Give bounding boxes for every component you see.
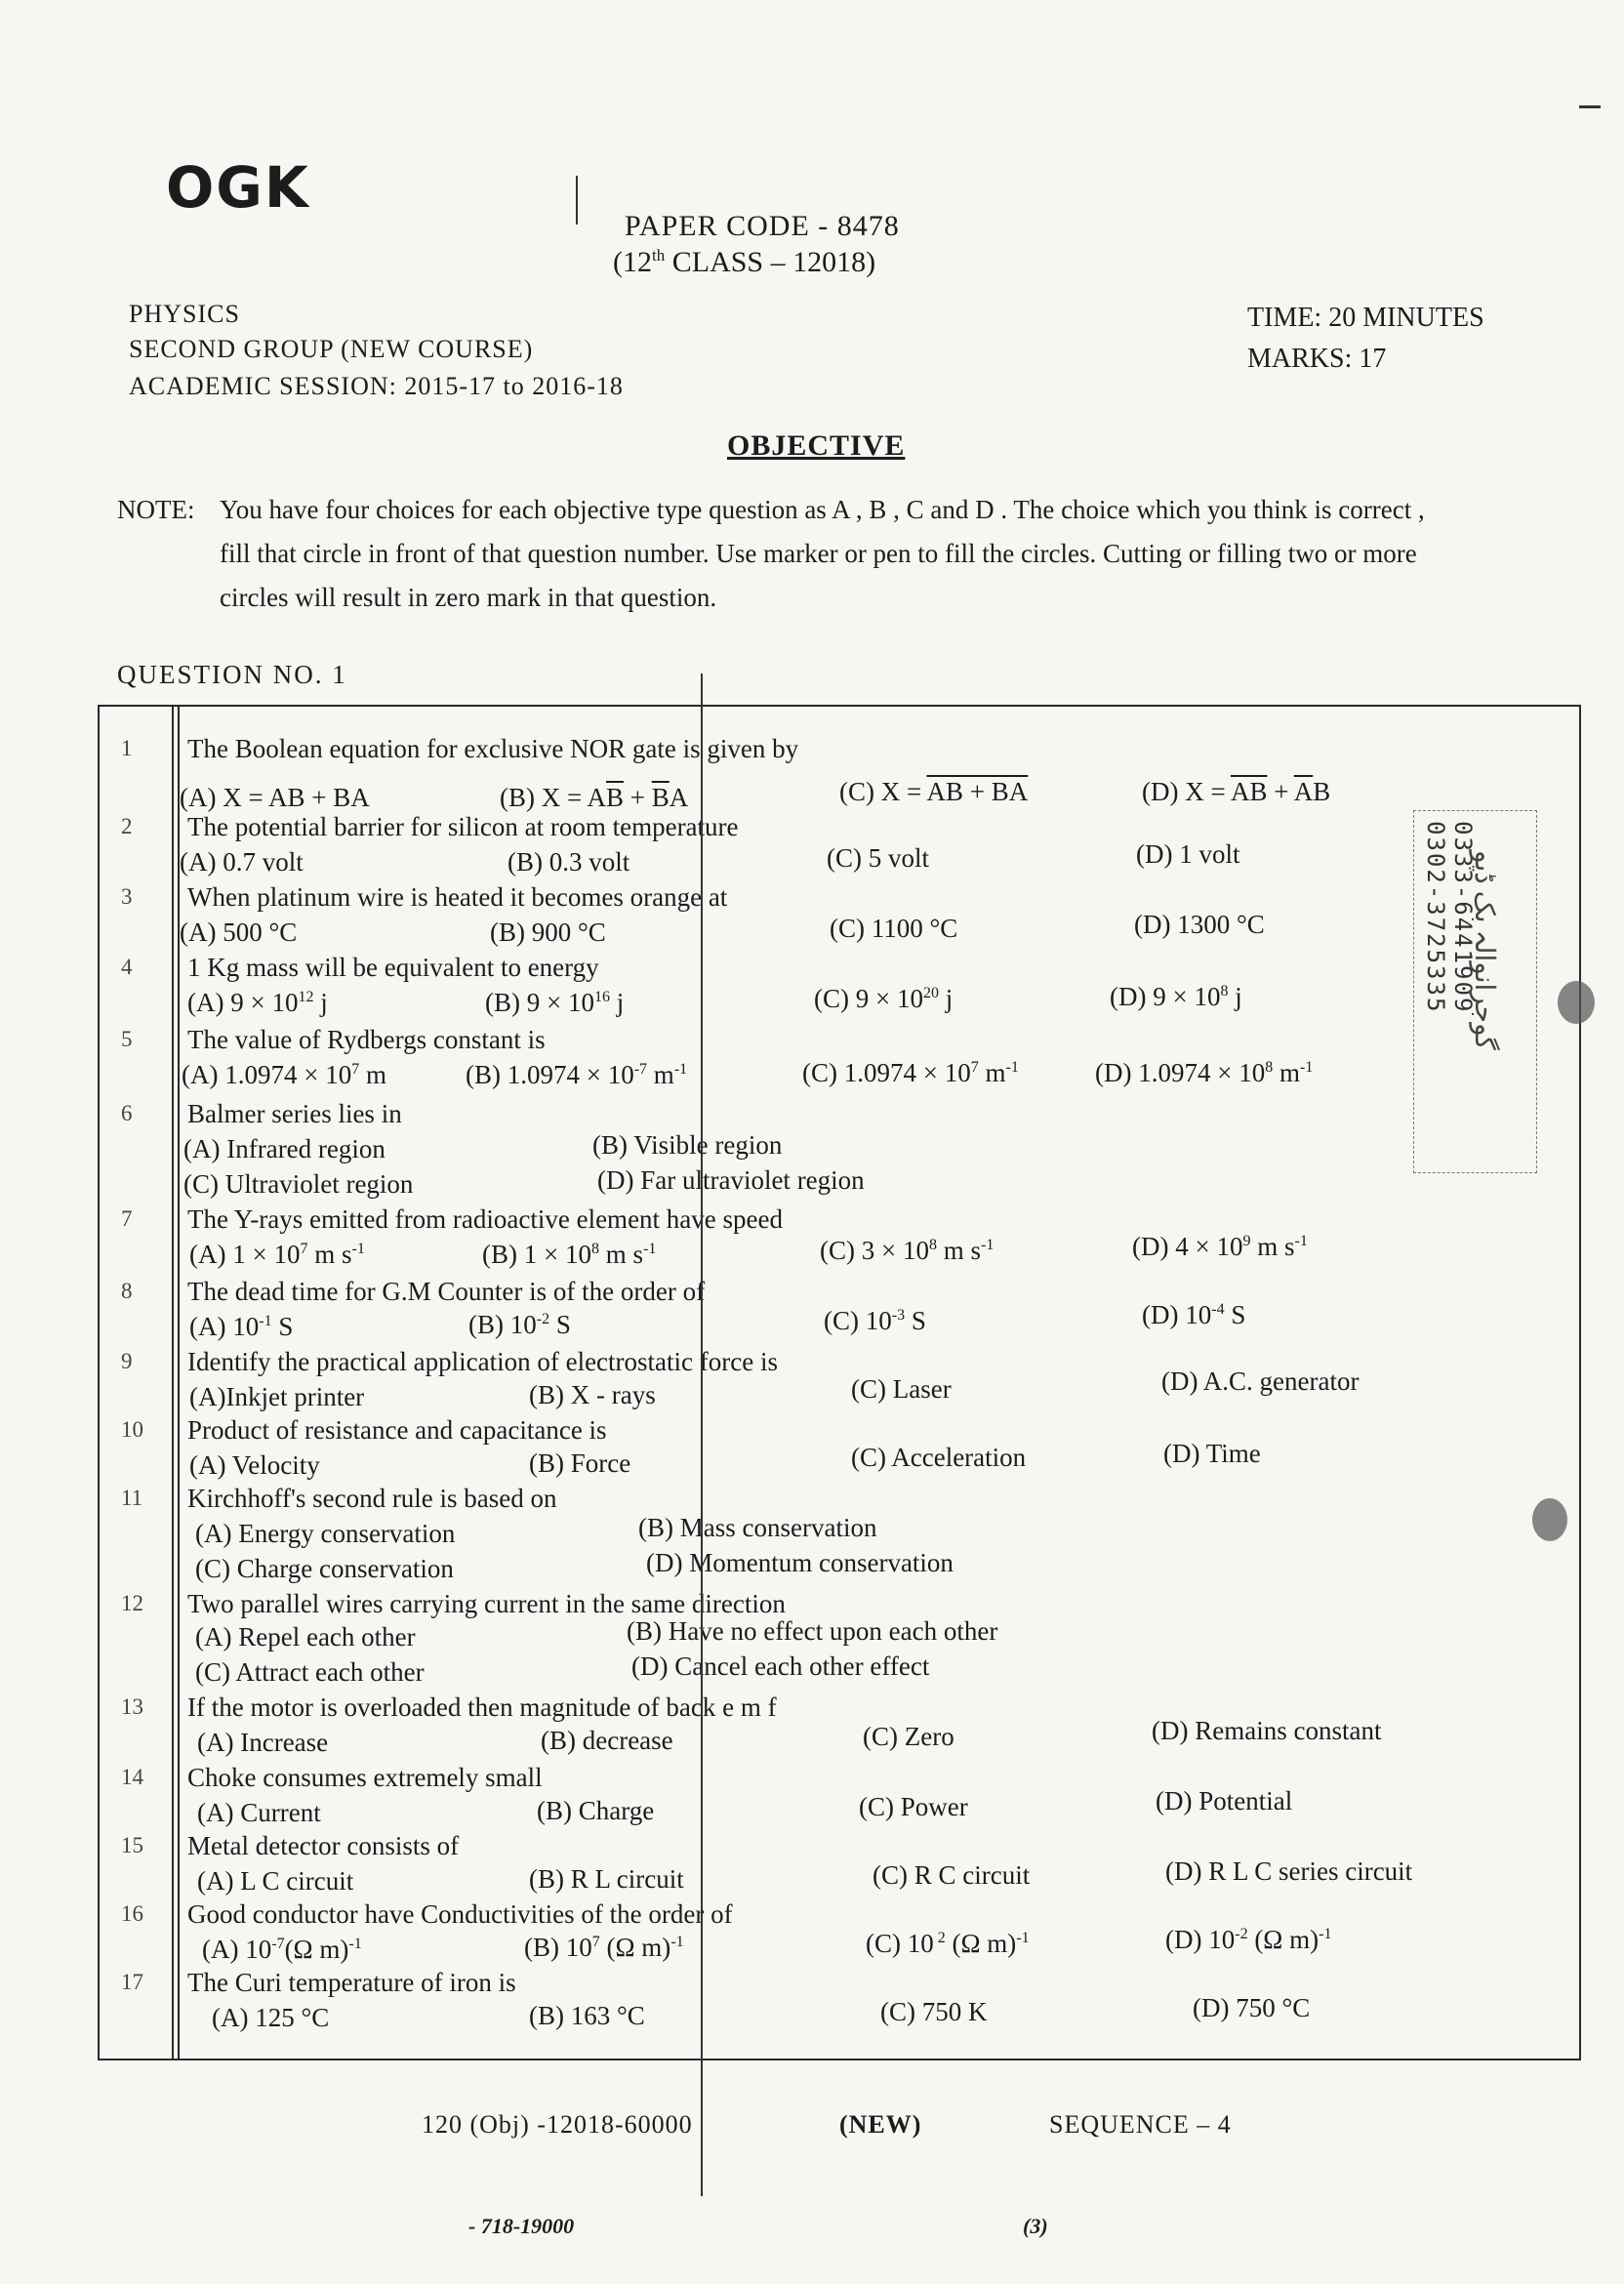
time-limit: TIME: 20 MINUTES xyxy=(1247,303,1484,333)
subject: PHYSICS xyxy=(129,300,240,328)
instructions-note xyxy=(117,488,1435,620)
question-stem: Choke consumes extremely small xyxy=(187,1763,543,1792)
option-b[interactable]: (B) 163 °C xyxy=(529,2001,645,2030)
publisher-logo: OGK xyxy=(166,154,310,221)
question-stem: The value of Rydbergs constant is xyxy=(187,1025,546,1054)
option-b[interactable]: (B) Mass conservation xyxy=(638,1513,877,1542)
option-a[interactable]: (A) L C circuit xyxy=(197,1866,354,1896)
option-b[interactable]: (B) $1 \times 10^8$ m $s^{-1}$ xyxy=(482,1240,657,1269)
stamp-urdu-text: گوجرانوالہ بک ڈپو xyxy=(1469,850,1499,1050)
stamp-phones: 0333-6441909 0302-3725335 xyxy=(1422,821,1477,1014)
option-c[interactable]: (C) $1.0974 \times 10^7$ $m^{-1}$ xyxy=(802,1058,1019,1087)
option-c[interactable]: (C) 10 $^2$ (Ω m)$^{-1}$ xyxy=(866,1929,1030,1958)
option-a[interactable]: (A) $10^{-7}(\Omega$ m)$^{-1}$ xyxy=(202,1935,362,1964)
option-d[interactable]: (D) A.C. generator xyxy=(1161,1366,1360,1396)
option-a[interactable]: (A) $1 \times 10^7$ m $s^{-1}$ xyxy=(189,1240,365,1269)
option-c[interactable]: (C) Ultraviolet region xyxy=(183,1169,414,1199)
option-d[interactable]: (D) Cancel each other effect xyxy=(631,1652,930,1681)
question-stem: 1 Kg mass will be equivalent to energy xyxy=(187,953,599,982)
option-c[interactable]: (C) Power xyxy=(859,1792,968,1821)
number-column-divider-inner xyxy=(178,707,180,2059)
group: SECOND GROUP (NEW COURSE) xyxy=(129,335,534,363)
option-d[interactable]: (D) $9 \times 10^8$ j xyxy=(1110,982,1242,1011)
paper-serial: 120 (Obj) -12018-60000 xyxy=(422,2110,693,2139)
option-b[interactable]: (B) Visible region xyxy=(592,1130,783,1160)
number-column-divider xyxy=(172,707,174,2059)
option-c[interactable]: (C) 5 volt xyxy=(827,843,929,873)
book-depot-stamp xyxy=(1413,810,1537,1173)
option-d[interactable]: (D) $10^{-2}$ (Ω m)$^{-1}$ xyxy=(1165,1925,1332,1954)
question-table: 1 The Boolean equation for exclusive NOR gate is given by (A) X = AB + BA (B) $X = A\overline{B} + \overline{B}A$ (C) X = AB + BA (D) $X = \overline{AB} + \overline{A}B$ 2 The potential barrier for silicon at room temperature (A) 0.7 volt (B) 0.3 volt (C) 5 volt (D) 1 volt 3 When platinum wire is heated it becomes orange at (A) 500 °C (B) 900 °C (C) 1100 °C (D) 1300 °C 4 1 Kg mass will be equivalent to energy (A) $9 \times 10^{12}$ j (B) $9 \times 10^{16}$ j (C) $9 \times 10^{20}$ j (D) $9 \times 10^8$ j 5 The value of Rydbergs constant is (A) $1.0974 \times 10^7$ m (B) $1.0974 \times 10^{-7}$ $m^{-1}$ (C) $1.0974 \times 10^7$ $m^{-1}$ (D) $1.0974 \times 10^8$ $m^{-1}$ 6 Balmer series lies in (A) Infrared region (B) Visible region (C) Ultraviolet region (D) Far ultraviolet region 7 The Y-rays emitted from radioactive element have speed (A) $1 \times 10^7$ m $s^{-1}$ (B) $1 \times 10^8$ m $s^{-1}$ (C) $3 \times 10^8$ m $s^{-1}$ (D) $4 \times 10^9$ m $s^{-1}$ 8 The dead time for G.M Counter is of the order of (A) $10^{-1}$ S (B) $10^{-2}$ S (C) $10^{-3}$ S (D) $10^{-4}$ S 9 Identify the practical application of electrostatic force is (A)Inkjet printer (B) X - rays (C) Laser (D) A.C. generator 10 Product of resistance and capacitance is (A) Velocity (B) Force (C) Acceleration (D) Time 11 Kirchhoff's second rule is based on (A) Energy conservation (B) Mass conservation (C) Charge conservation (D) Momentum conservation 12 Two parallel wires carrying current in the same direction (A) Repel each other (B) Have no effect upon each other (C) Attract each other (D) Cancel each other effect 13 If the motor is overloaded then magnitude of back e m f (A) Increase (B) decrease (C) Zero (D) Remains constant 14 Choke consumes extremely small (A) Current (B) Charge (C) Power (D) Potential 15 Metal detector consists of (A) L C circuit (B) R L circuit (C) R C circuit (D) R L C series circuit 16 Good conductor have Conductivities of the order of (A) $10^{-7}(\Omega$ m)$^{-1}$ (B) $10^7$ (Ω m)$^{-1}$ (C) 10 $^2$ (Ω m)$^{-1}$ (D) $10^{-2}$ (Ω m)$^{-1}$ 17 The Curi temperature of iron is (A) 125 °C (B) 163 °C (C) 750 K (D) 750 °C xyxy=(98,705,1581,2060)
section-title: OBJECTIVE xyxy=(727,429,906,462)
question-stem: The Y-rays emitted from radioactive element have speed xyxy=(187,1204,783,1234)
option-c[interactable]: (C) Laser xyxy=(851,1374,952,1404)
academic-session: ACADEMIC SESSION: 2015-17 to 2016-18 xyxy=(129,372,624,400)
option-d[interactable]: (D) $10^{-4}$ S xyxy=(1142,1300,1246,1329)
option-d[interactable]: (D) 750 °C xyxy=(1193,1993,1311,2022)
option-b[interactable]: (B) Charge xyxy=(537,1796,655,1825)
option-b[interactable]: (B) $1.0974 \times 10^{-7}$ $m^{-1}$ xyxy=(466,1060,688,1089)
option-a[interactable]: (A) $10^{-1}$ S xyxy=(189,1312,294,1341)
question-stem: The dead time for G.M Counter is of the order of xyxy=(187,1277,706,1306)
sequence-label: SEQUENCE – 4 xyxy=(1049,2110,1232,2139)
class-line: (12th CLASS – 12018) xyxy=(613,246,876,278)
option-d[interactable]: (D) R L C series circuit xyxy=(1165,1856,1413,1886)
page-number: (3) xyxy=(1023,2214,1048,2238)
bottom-code: - 718-19000 xyxy=(468,2214,575,2238)
option-a[interactable]: (A) Increase xyxy=(197,1728,329,1757)
option-a[interactable]: (A) 125 °C xyxy=(212,2003,330,2032)
option-d[interactable]: (D) 1 volt xyxy=(1136,839,1240,869)
fold-line-top xyxy=(576,176,578,224)
fold-line xyxy=(701,673,703,2196)
question-stem: Identify the practical application of electrostatic force is xyxy=(187,1347,778,1376)
option-a[interactable]: (A) X = AB + BA xyxy=(180,783,370,812)
option-a[interactable]: (A) 500 °C xyxy=(180,918,298,947)
option-d[interactable]: (D) Momentum conservation xyxy=(646,1548,954,1577)
new-tag: (NEW) xyxy=(839,2110,922,2139)
option-b[interactable]: (B) Have no effect upon each other xyxy=(627,1616,998,1646)
option-c[interactable]: (C) $9 \times 10^{20}$ j xyxy=(814,984,954,1013)
option-c[interactable]: (C) R C circuit xyxy=(873,1860,1031,1890)
question-stem: Product of resistance and capacitance is xyxy=(187,1415,607,1445)
option-a[interactable]: (A) $9 \times 10^{12}$ j xyxy=(187,988,328,1017)
question-stem: Good conductor have Conductivities of the order of xyxy=(187,1899,733,1929)
note-text: You have four choices for each objective type question as A , B , C and D . The choice which you think is correct , fill that circle in front of that question number. Use marker or pen to fill the circles. Cutting or filling two or more circles will result in zero mark in that question. xyxy=(220,495,1425,612)
question-stem: If the motor is overloaded then magnitude of back e m f xyxy=(187,1693,777,1722)
option-d[interactable]: (D) $X = \overline{AB} + \overline{A}B$ xyxy=(1142,777,1331,806)
option-c[interactable]: (C) 750 K xyxy=(880,1997,988,2026)
option-c[interactable]: (C) Charge conservation xyxy=(195,1554,454,1583)
option-d[interactable]: (D) $4 \times 10^9$ m $s^{-1}$ xyxy=(1132,1232,1308,1261)
option-d[interactable]: (D) $1.0974 \times 10^8$ $m^{-1}$ xyxy=(1095,1058,1314,1087)
option-b[interactable]: (B) R L circuit xyxy=(529,1864,684,1894)
option-b[interactable]: (B) X - rays xyxy=(529,1380,656,1409)
option-c[interactable]: (C) $3 \times 10^8$ m $s^{-1}$ xyxy=(820,1236,995,1265)
option-d[interactable]: (D) 1300 °C xyxy=(1134,910,1265,939)
total-marks: MARKS: 17 xyxy=(1247,344,1387,374)
option-a[interactable]: (A) Velocity xyxy=(189,1450,320,1480)
question-stem: Two parallel wires carrying current in the same direction xyxy=(187,1589,786,1618)
option-b[interactable]: (B) decrease xyxy=(541,1726,673,1755)
option-d[interactable]: (D) Time xyxy=(1163,1439,1261,1468)
option-d[interactable]: (D) Potential xyxy=(1156,1786,1293,1815)
option-a[interactable]: (A) 0.7 volt xyxy=(180,847,304,877)
option-c[interactable]: (C) Acceleration xyxy=(851,1443,1027,1472)
question-stem: When platinum wire is heated it becomes orange at xyxy=(187,882,728,912)
question-stem: The Curi temperature of iron is xyxy=(187,1968,516,1997)
option-b[interactable]: (B) $10^7$ (Ω m)$^{-1}$ xyxy=(524,1933,684,1962)
question-stem: Kirchhoff's second rule is based on xyxy=(187,1484,557,1513)
option-a[interactable]: (A) Infrared region xyxy=(183,1134,386,1163)
punch-hole xyxy=(1532,1498,1567,1541)
option-c[interactable]: (C) 1100 °C xyxy=(830,914,958,943)
option-d[interactable]: (D) Remains constant xyxy=(1152,1716,1382,1745)
question-stem: The Boolean equation for exclusive NOR gate is given by xyxy=(187,734,799,763)
option-c[interactable]: (C) $10^{-3}$ S xyxy=(824,1306,926,1335)
option-b[interactable]: (B) $10^{-2}$ S xyxy=(468,1310,571,1339)
question-heading: QUESTION NO. 1 xyxy=(117,660,347,689)
option-b[interactable]: (B) $X = A\overline{B} + \overline{B}A$ xyxy=(500,783,689,812)
option-a[interactable]: (A) Current xyxy=(197,1798,321,1827)
option-a[interactable]: (A) $1.0974 \times 10^7$ m xyxy=(182,1060,386,1089)
option-b[interactable]: (B) 900 °C xyxy=(490,918,606,947)
option-a[interactable]: (A) Energy conservation xyxy=(195,1519,456,1548)
option-b[interactable]: (B) $9 \times 10^{16}$ j xyxy=(485,988,625,1017)
note-label: NOTE: xyxy=(117,495,195,524)
punch-hole xyxy=(1558,981,1595,1024)
option-c[interactable]: (C) X = AB + BA xyxy=(839,777,1029,806)
option-a[interactable]: (A)Inkjet printer xyxy=(189,1382,365,1411)
option-b[interactable]: (B) 0.3 volt xyxy=(508,847,630,877)
option-b[interactable]: (B) Force xyxy=(529,1448,631,1478)
option-d[interactable]: (D) Far ultraviolet region xyxy=(597,1165,865,1195)
corner-mark xyxy=(1579,105,1601,108)
question-stem: The potential barrier for silicon at room temperature xyxy=(187,812,739,841)
question-stem: Metal detector consists of xyxy=(187,1831,460,1860)
option-a[interactable]: (A) Repel each other xyxy=(195,1622,416,1652)
option-c[interactable]: (C) Attract each other xyxy=(195,1657,425,1687)
option-c[interactable]: (C) Zero xyxy=(863,1722,954,1751)
paper-code: PAPER CODE - 8478 xyxy=(625,210,900,242)
question-stem: Balmer series lies in xyxy=(187,1099,402,1128)
